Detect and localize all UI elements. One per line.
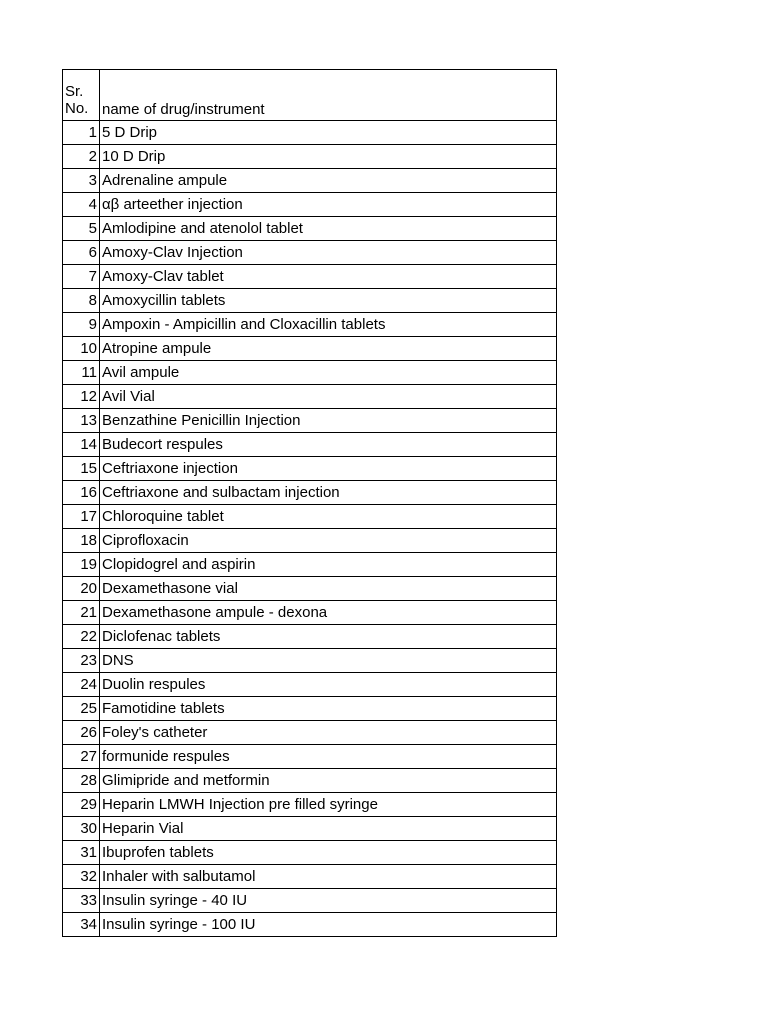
row-number: 15 xyxy=(63,457,100,481)
row-drug-name: Clopidogrel and aspirin xyxy=(100,553,557,577)
table-row xyxy=(63,385,557,409)
row-number: 30 xyxy=(63,817,100,841)
row-number: 28 xyxy=(63,769,100,793)
row-drug-name: Ciprofloxacin xyxy=(100,529,557,553)
row-number: 5 xyxy=(63,217,100,241)
table-row xyxy=(63,289,557,313)
header-sr-line1: Sr. xyxy=(65,83,84,100)
table-header-row xyxy=(63,70,557,121)
row-number: 6 xyxy=(63,241,100,265)
row-number: 27 xyxy=(63,745,100,769)
table-row xyxy=(63,625,557,649)
row-drug-name: Budecort respules xyxy=(100,433,557,457)
row-number: 10 xyxy=(63,337,100,361)
row-number: 25 xyxy=(63,697,100,721)
table-row xyxy=(63,913,557,937)
table-row xyxy=(63,505,557,529)
row-number: 9 xyxy=(63,313,100,337)
row-drug-name: Atropine ampule xyxy=(100,337,557,361)
table-row xyxy=(63,793,557,817)
table-row xyxy=(63,721,557,745)
row-drug-name: Heparin Vial xyxy=(100,817,557,841)
row-number: 29 xyxy=(63,793,100,817)
row-number: 8 xyxy=(63,289,100,313)
table-row xyxy=(63,193,557,217)
table-row xyxy=(63,697,557,721)
row-drug-name: Avil Vial xyxy=(100,385,557,409)
table-row xyxy=(63,745,557,769)
row-drug-name: Famotidine tablets xyxy=(100,697,557,721)
header-drug-name: name of drug/instrument xyxy=(100,70,557,121)
table-row xyxy=(63,121,557,145)
row-number: 19 xyxy=(63,553,100,577)
row-number: 24 xyxy=(63,673,100,697)
row-number: 18 xyxy=(63,529,100,553)
row-drug-name: Insulin syringe - 40 IU xyxy=(100,889,557,913)
table-row xyxy=(63,673,557,697)
row-drug-name: Ibuprofen tablets xyxy=(100,841,557,865)
table-row xyxy=(63,577,557,601)
table-row xyxy=(63,433,557,457)
table-row xyxy=(63,529,557,553)
row-drug-name: Amoxycillin tablets xyxy=(100,289,557,313)
table-row xyxy=(63,337,557,361)
row-drug-name: Ampoxin - Ampicillin and Cloxacillin tablets xyxy=(100,313,557,337)
row-number: 23 xyxy=(63,649,100,673)
row-number: 11 xyxy=(63,361,100,385)
row-number: 22 xyxy=(63,625,100,649)
row-drug-name: Dexamethasone ampule - dexona xyxy=(100,601,557,625)
header-sr-no xyxy=(63,70,100,121)
row-number: 34 xyxy=(63,913,100,937)
row-drug-name: DNS xyxy=(100,649,557,673)
row-number: 3 xyxy=(63,169,100,193)
drug-list-table xyxy=(62,69,557,937)
row-number: 7 xyxy=(63,265,100,289)
table-row xyxy=(63,841,557,865)
row-drug-name: Inhaler with salbutamol xyxy=(100,865,557,889)
row-number: 20 xyxy=(63,577,100,601)
row-number: 4 xyxy=(63,193,100,217)
row-drug-name: Diclofenac tablets xyxy=(100,625,557,649)
row-number: 14 xyxy=(63,433,100,457)
table-row xyxy=(63,145,557,169)
row-drug-name: 10 D Drip xyxy=(100,145,557,169)
row-drug-name: αβ arteether injection xyxy=(100,193,557,217)
table-row xyxy=(63,217,557,241)
row-drug-name: Chloroquine tablet xyxy=(100,505,557,529)
row-number: 33 xyxy=(63,889,100,913)
table-row xyxy=(63,865,557,889)
table-row xyxy=(63,769,557,793)
row-number: 16 xyxy=(63,481,100,505)
table-row xyxy=(63,169,557,193)
row-drug-name: Dexamethasone vial xyxy=(100,577,557,601)
row-number: 17 xyxy=(63,505,100,529)
row-drug-name: Adrenaline ampule xyxy=(100,169,557,193)
table-row xyxy=(63,817,557,841)
table-row xyxy=(63,601,557,625)
row-drug-name: Glimipride and metformin xyxy=(100,769,557,793)
table-row xyxy=(63,313,557,337)
row-drug-name: Heparin LMWH Injection pre filled syringe xyxy=(100,793,557,817)
row-number: 32 xyxy=(63,865,100,889)
table-row xyxy=(63,361,557,385)
table-row xyxy=(63,457,557,481)
row-drug-name: Amoxy-Clav tablet xyxy=(100,265,557,289)
row-drug-name: 5 D Drip xyxy=(100,121,557,145)
row-number: 13 xyxy=(63,409,100,433)
row-drug-name: Amlodipine and atenolol tablet xyxy=(100,217,557,241)
row-drug-name: Duolin respules xyxy=(100,673,557,697)
row-drug-name: Avil ampule xyxy=(100,361,557,385)
row-number: 1 xyxy=(63,121,100,145)
row-number: 12 xyxy=(63,385,100,409)
row-drug-name: Benzathine Penicillin Injection xyxy=(100,409,557,433)
row-number: 2 xyxy=(63,145,100,169)
row-drug-name: Insulin syringe - 100 IU xyxy=(100,913,557,937)
row-number: 21 xyxy=(63,601,100,625)
table-row xyxy=(63,889,557,913)
row-drug-name: Foley's catheter xyxy=(100,721,557,745)
table-row xyxy=(63,481,557,505)
row-number: 26 xyxy=(63,721,100,745)
row-drug-name: formunide respules xyxy=(100,745,557,769)
table-row xyxy=(63,553,557,577)
table-row xyxy=(63,649,557,673)
table-row xyxy=(63,265,557,289)
table-row xyxy=(63,409,557,433)
row-drug-name: Amoxy-Clav Injection xyxy=(100,241,557,265)
row-number: 31 xyxy=(63,841,100,865)
table-row xyxy=(63,241,557,265)
row-drug-name: Ceftriaxone injection xyxy=(100,457,557,481)
header-sr-line2: No. xyxy=(65,100,89,117)
row-drug-name: Ceftriaxone and sulbactam injection xyxy=(100,481,557,505)
